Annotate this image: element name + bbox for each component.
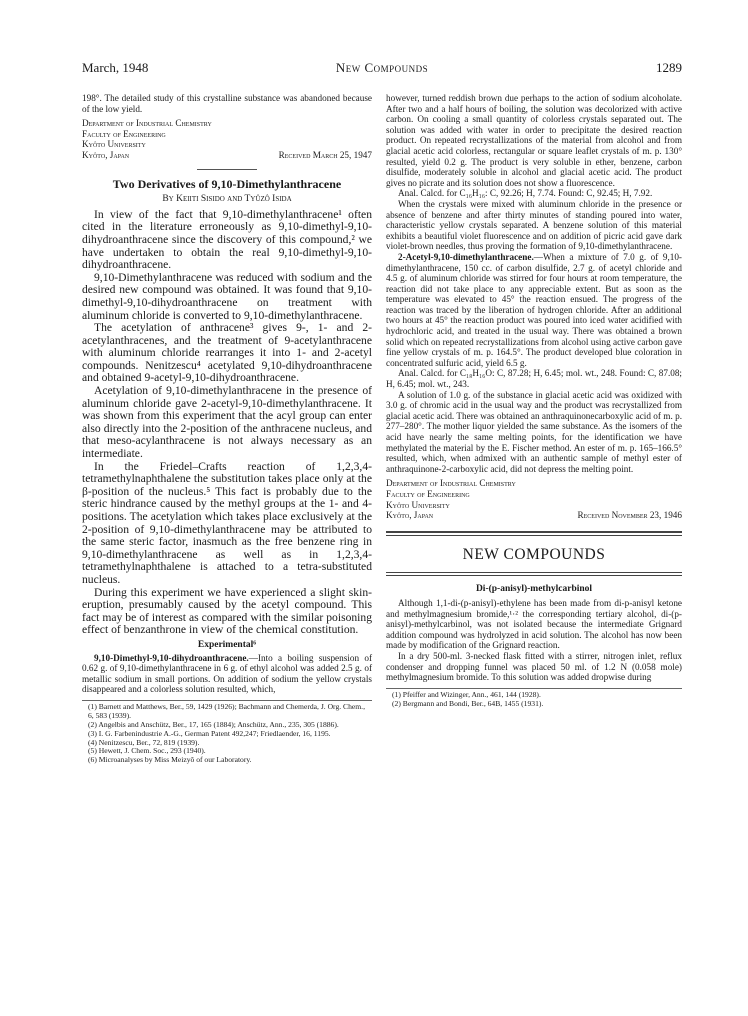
- footnote: (3) I. G. Farbenindustrie A.-G., German Patent 492,247; Friedlaender, 16, 1195.: [88, 728, 331, 738]
- compound-run-in-title: 2-Acetyl-9,10-dimethylanthracene.: [398, 251, 534, 262]
- compound-run-in-title: 9,10-Dimethyl-9,10-dihydroanthracene.: [94, 652, 249, 663]
- footnote: (5) Hewett, J. Chem. Soc., 293 (1940).: [88, 746, 206, 756]
- section-rule-bottom: [386, 572, 682, 573]
- received-date: Received November 23, 1946: [577, 510, 682, 521]
- body-paragraph: Acetylation of 9,10-dimethylanthracene in the presence of aluminum chloride gave 2-acetyl-9,10-dimethylanthracene. It was shown from this experiment that the acyl group can enter also directly into the 2-position of the anthracene nucleus, and that meso-acylanthracene is not always necessary as an intermediate.: [82, 384, 372, 461]
- continued-paragraph: however, turned reddish brown due perhaps to the action of sodium alcoholate. After two and a half hours of boiling, the solution was decolorized with active carbon. On cooling a small quantity of colorless crystals separated out. The solution was added with water in order to precipitate the desired reaction product. On repeated recrystallizations of the material from alcohol and from glacial acetic acid colorless, rectangular or square leaflet crystals of m. p. 130° resulted, yield 0.2 g. The product is very soluble in ether, benzene, carbon disulfide, moderately soluble in alcohol and glacial acetic acid. The product gives no picrate and its solution does not show a fluorescence.: [386, 93, 682, 188]
- footnote: (4) Nenitzescu, Ber., 72, 819 (1939).: [88, 737, 200, 747]
- byline: By Keiiti Sisido and Tyûzô Isida: [162, 194, 292, 205]
- footnote-rule: [82, 700, 372, 701]
- body-paragraph: Although 1,1-di-(p-anisyl)-ethylene has been made from di-p-anisyl ketone and methylmagnesium bromide,¹·² the corresponding tertiary alcohol, di-(p-anisyl)-methylcarbinol, was not isolated because the intermediate Grignard addition compound was hydrolyzed in acid solution. The alcohol has now been made by modification of the Grignard reaction.: [386, 597, 682, 651]
- affiliation-dept: Department of Industrial Chemistry: [386, 478, 516, 489]
- experimental-text: —Into a boiling suspension of 0.62 g. of 9,10-dimethylanthracene in 6 g. of ethyl alcohol was added 2.5 g. of metallic sodium in small portions. On addition of sodium the yellow crystals disappeared and a colorless solution resulted, which,: [82, 652, 372, 695]
- received-date: Received March 25, 1947: [278, 149, 372, 160]
- affiliation-city: Kyôto, Japan: [82, 149, 130, 160]
- footnote: (2) Angelbis and Anschütz, Ber., 17, 165 (1884); Anschütz, Ann., 235, 305 (1886).: [88, 719, 339, 729]
- header-journal-section: New Compounds: [335, 60, 429, 75]
- right-column: [386, 93, 682, 709]
- body-paragraph: In a dry 500-ml. 3-necked flask fitted with a stirrer, nitrogen inlet, reflux condenser and dropping funnel was placed 50 ml. of 1.2 N (0.058 mole) methylmagnesium bromide. To this solution was added dropwise during: [386, 650, 682, 683]
- body-paragraph: The acetylation of anthracene³ gives 9-, 1- and 2-acetylanthracenes, and the treatment of 9-acetylanthracene with aluminum chloride rearranges it into 1- and 2-acetyl compounds. Nenitzescu⁴ acetylated 9,10-dihydroanthracene and obtained 9-acetyl-9,10-dihydroanthracene.: [82, 321, 372, 385]
- affiliation-university: Kyôto University: [82, 139, 146, 150]
- footnotes: [386, 691, 682, 709]
- footnote: (6) Microanalyses by Miss Meizyô of our Laboratory.: [88, 755, 252, 765]
- continued-paragraph: 198°. The detailed study of this crystalline substance was abandoned because of the low yield.: [82, 93, 372, 114]
- header-date: March, 1948: [82, 60, 149, 75]
- footnote: (1) Barnett and Matthews, Ber., 59, 1429 (1926); Bachmann and Chemerda, J. Org. Chem., 6, 583 (1939).: [88, 701, 365, 720]
- section-rule-top: [386, 531, 682, 533]
- body-paragraph: A solution of 1.0 g. of the substance in glacial acetic acid was oxidized with 3.0 g. of chromic acid in the usual way and the product was recrystallized from glacial acetic acid. There was obtained an anthraquinonecarboxylic acid of m. p. 277–280°. The mother liquor yielded the same substance. As the isomers of the acid have nearly the same melting points, for the identification we have methylated the material by the E. Fischer method. An ester of m. p. 165–166.5° resulted, which, when admixed with an authentic sample of methyl ester of anthraquinone-2-carboxylic acid, did not depress the melting point.: [386, 389, 682, 474]
- affiliation-city-row: [82, 150, 372, 161]
- running-header: [82, 60, 682, 76]
- affiliation-faculty: Faculty of Engineering: [82, 128, 166, 139]
- body-paragraph: When the crystals were mixed with aluminum chloride in the presence or absence of benzene and after thirty minutes of standing poured into water, characteristic yellow crystals separated. A benzene solution of this material exhibits a beautiful violet fluorescence and on addition of picric acid gave dark violet-brown needles, thus proving the formation of 9,10-dimethylanthracene.: [386, 198, 682, 252]
- body-paragraph: During this experiment we have experienced a slight skin-eruption, presumably caused by the acetyl compound. This fact may be of interest as compared with the similar poisoning effect of benzanthrone in view of the chemical constitution.: [82, 585, 372, 637]
- affiliation-dept: Department of Industrial Chemistry: [82, 118, 212, 129]
- affiliation-city: Kyôto, Japan: [386, 510, 434, 521]
- section-rule-bottom-thin: [386, 575, 682, 576]
- analysis-line: Anal. Calcd. for C₁₈H₁₆O: C, 87.28; H, 6.45; mol. wt., 248. Found: C, 87.08; H, 6.45; mol. wt., 243.: [386, 368, 682, 390]
- compound-title: Di-(p-anisyl)-methylcarbinol: [475, 584, 593, 595]
- experimental-text: —When a mixture of 7.0 g. of 9,10-dimethylanthracene, 150 cc. of carbon disulfide, 2.7 g. of acetyl chloride and 4.5 g. of aluminum chloride was stirred for four hours at room temperature, the reaction did not take place to any appreciable extent. But as soon as the temperature was elevated to 45° the reaction ensued. The progress of the reaction was traced by the liberation of hydrogen chloride. After an additional two hours at 45° the reaction product was poured into iced water acidified with hydrochloric acid, and treated in the usual way. There was obtained a brown solid which on repeated recrystallizations from alcohol using active carbon gave fine yellow crystals of m. p. 164.5°. The product developed blue coloration in concentrated sulfuric acid, yield 6.5 g.: [386, 251, 682, 368]
- body-paragraph: In view of the fact that 9,10-dimethylanthracene¹ often cited in the literature erroneously as 9,10-dimethyl-9,10-dihydroanthracene since the discovery of this compound,² we have undertaken to obtain the real 9,10-dimethyl-9,10-dihydroanthracene.: [82, 207, 372, 272]
- footnotes: [82, 703, 372, 765]
- experimental-paragraph: [82, 653, 372, 695]
- left-column: [82, 93, 372, 765]
- section-title: NEW COMPOUNDS: [462, 545, 606, 563]
- header-page-number: 1289: [656, 60, 682, 75]
- affiliation-faculty: Faculty of Engineering: [386, 488, 470, 499]
- footnote-rule: [386, 688, 682, 689]
- article-title: Two Derivatives of 9,10-Dimethylanthracene: [112, 176, 342, 191]
- affiliation-university: Kyôto University: [386, 499, 450, 510]
- experimental-heading: Experimental⁶: [197, 639, 257, 650]
- experimental-paragraph: [386, 252, 682, 369]
- section-rule-top-thin: [386, 535, 682, 536]
- body-paragraph: 9,10-Dimethylanthracene was reduced with sodium and the desired new compound was obtained. It was found that 9,10-dimethyl-9,10-dihydroanthracene on treatment with aluminum chloride is converted to 9,10-dimethylanthracene.: [82, 270, 372, 322]
- divider: [197, 169, 257, 170]
- analysis-line: Anal. Calcd. for C₁₆H₁₆: C, 92.26; H, 7.74. Found: C, 92.45; H, 7.92.: [398, 188, 653, 199]
- affiliation-city-row: [386, 510, 682, 521]
- footnote: (1) Pfeiffer and Wizinger, Ann., 461, 144 (1928).: [392, 689, 541, 699]
- footnote: (2) Bergmann and Bondi, Ber., 64B, 1455 (1931).: [392, 698, 544, 708]
- body-paragraph: In the Friedel–Crafts reaction of 1,2,3,4-tetramethylnaphthalene the substitution takes place only at the β-position of the nucleus.⁵ This fact is probably due to the steric hindrance caused by the methyl groups at the 1- and 4-positions. The acetylation which takes place exclusively at the 2-position of 9,10-dimethylanthracene may be attributed to the same steric factor, inasmuch as the free benzene ring in 9,10-dimethylanthracene as well as in 1,2,3,4-tetramethylnaphthalene is attached to a tetra-substituted nucleus.: [82, 459, 372, 586]
